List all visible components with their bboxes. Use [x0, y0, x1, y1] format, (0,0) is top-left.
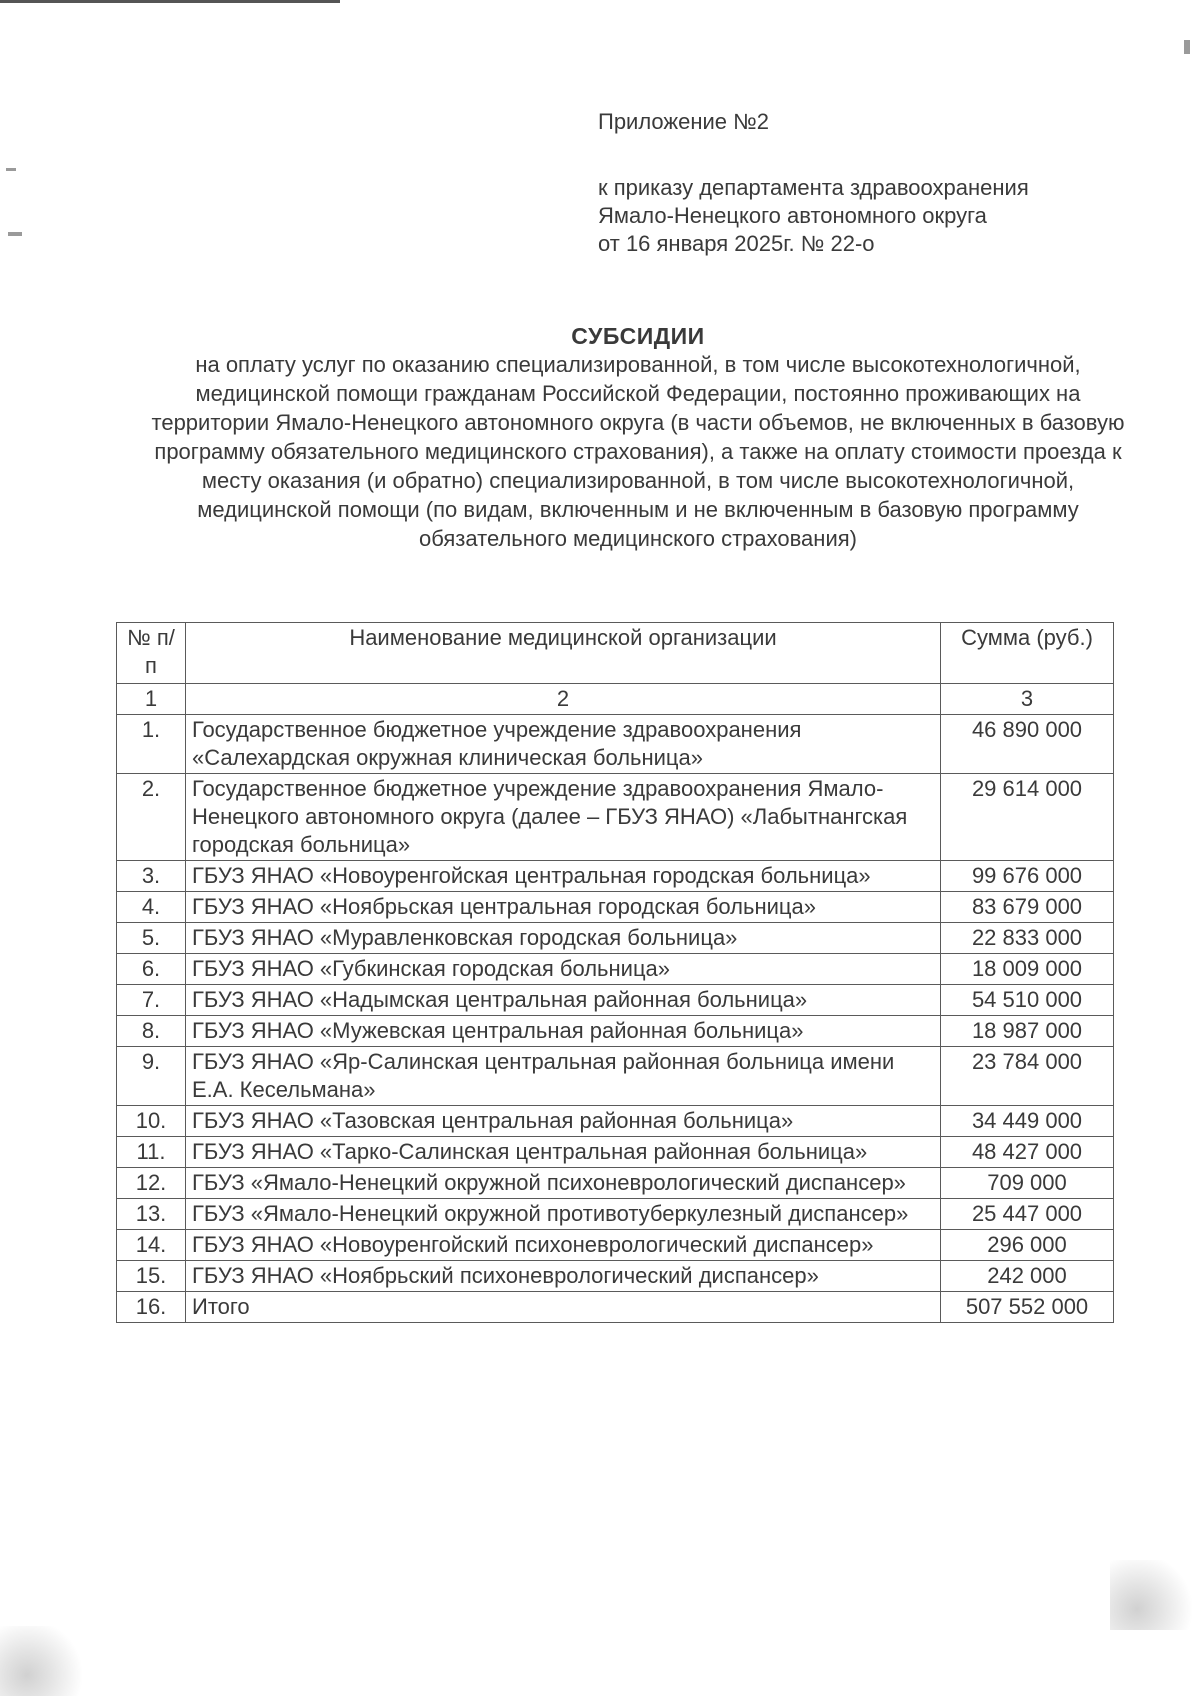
annex-line-1: к приказу департамента здравоохранения — [598, 175, 1029, 200]
row-sum: 25 447 000 — [941, 1199, 1114, 1230]
row-sum: 22 833 000 — [941, 923, 1114, 954]
table-total-row — [117, 1292, 1114, 1323]
row-name: ГБУЗ ЯНАО «Ноябрьский психоневрологический диспансер» — [186, 1261, 941, 1292]
row-num: 7. — [117, 985, 186, 1016]
row-name: ГБУЗ ЯНАО «Муравленковская городская больница» — [186, 923, 941, 954]
table-row — [117, 892, 1114, 923]
table-row — [117, 1137, 1114, 1168]
row-name: ГБУЗ ЯНАО «Новоуренгойский психоневрологический диспансер» — [186, 1230, 941, 1261]
table-header-row — [117, 623, 1114, 684]
row-num: 4. — [117, 892, 186, 923]
row-sum: 23 784 000 — [941, 1047, 1114, 1106]
annex-line-3: от 16 января 2025г. № 22-о — [598, 231, 875, 256]
row-sum: 46 890 000 — [941, 715, 1114, 774]
row-name: ГБУЗ ЯНАО «Яр-Салинская центральная районная больница имени Е.А. Кесельмана» — [186, 1047, 941, 1106]
total-sum: 507 552 000 — [941, 1292, 1114, 1323]
table-row — [117, 954, 1114, 985]
table-row — [117, 923, 1114, 954]
header-name: Наименование медицинской организации — [186, 623, 941, 684]
row-sum: 83 679 000 — [941, 892, 1114, 923]
row-num: 12. — [117, 1168, 186, 1199]
row-name: ГБУЗ ЯНАО «Тазовская центральная районная больница» — [186, 1106, 941, 1137]
row-num: 6. — [117, 954, 186, 985]
row-sum: 54 510 000 — [941, 985, 1114, 1016]
annex-line-2: Ямало-Ненецкого автономного округа — [598, 203, 987, 228]
row-num: 8. — [117, 1016, 186, 1047]
row-sum: 29 614 000 — [941, 774, 1114, 861]
row-name: Государственное бюджетное учреждение здравоохранения «Салехардская окружная клиническая больница» — [186, 715, 941, 774]
index-sum: 3 — [941, 684, 1114, 715]
table-row — [117, 1168, 1114, 1199]
table-row — [117, 1106, 1114, 1137]
row-name: Государственное бюджетное учреждение здравоохранения Ямало-Ненецкого автономного округа (далее – ГБУЗ ЯНАО) «Лабытнангская городская больница» — [186, 774, 941, 861]
row-num: 10. — [117, 1106, 186, 1137]
table-body — [117, 715, 1114, 1323]
row-sum: 242 000 — [941, 1261, 1114, 1292]
scan-speck — [6, 168, 16, 171]
row-name: ГБУЗ ЯНАО «Губкинская городская больница» — [186, 954, 941, 985]
annex-title: Приложение №2 — [598, 109, 769, 134]
row-name: ГБУЗ ЯНАО «Новоуренгойская центральная городская больница» — [186, 861, 941, 892]
total-num: 16. — [117, 1292, 186, 1323]
index-name: 2 — [186, 684, 941, 715]
row-sum: 296 000 — [941, 1230, 1114, 1261]
row-num: 14. — [117, 1230, 186, 1261]
total-label: Итого — [186, 1292, 941, 1323]
table-row — [117, 715, 1114, 774]
scan-corner-noise — [0, 1626, 90, 1696]
row-num: 11. — [117, 1137, 186, 1168]
table-row — [117, 1199, 1114, 1230]
row-sum: 99 676 000 — [941, 861, 1114, 892]
header-num: № п/п — [117, 623, 186, 684]
row-num: 15. — [117, 1261, 186, 1292]
table-row — [117, 1047, 1114, 1106]
table-index-row — [117, 684, 1114, 715]
row-name: ГБУЗ ЯНАО «Мужевская центральная районная больница» — [186, 1016, 941, 1047]
row-name: ГБУЗ ЯНАО «Ноябрьская центральная городская больница» — [186, 892, 941, 923]
document-title: СУБСИДИИ — [571, 323, 705, 349]
row-num: 1. — [117, 715, 186, 774]
scan-corner-noise — [1110, 1560, 1200, 1630]
table-row — [117, 1016, 1114, 1047]
row-name: ГБУЗ «Ямало-Ненецкий окружной психоневрологический диспансер» — [186, 1168, 941, 1199]
index-num: 1 — [117, 684, 186, 715]
row-sum: 48 427 000 — [941, 1137, 1114, 1168]
table-row — [117, 861, 1114, 892]
row-sum: 709 000 — [941, 1168, 1114, 1199]
row-num: 13. — [117, 1199, 186, 1230]
table-row — [117, 985, 1114, 1016]
annex-block — [598, 108, 1029, 258]
scan-edge-mark — [0, 0, 340, 3]
scan-speck — [1184, 40, 1190, 54]
row-name: ГБУЗ ЯНАО «Тарко-Салинская центральная районная больница» — [186, 1137, 941, 1168]
row-sum: 18 987 000 — [941, 1016, 1114, 1047]
row-num: 2. — [117, 774, 186, 861]
row-sum: 18 009 000 — [941, 954, 1114, 985]
table-row — [117, 1230, 1114, 1261]
row-num: 5. — [117, 923, 186, 954]
document-heading — [138, 322, 1138, 553]
scan-speck — [8, 232, 22, 236]
row-num: 9. — [117, 1047, 186, 1106]
row-sum: 34 449 000 — [941, 1106, 1114, 1137]
table-row — [117, 1261, 1114, 1292]
subsidy-table — [116, 622, 1114, 1323]
header-sum: Сумма (руб.) — [941, 623, 1114, 684]
table-row — [117, 774, 1114, 861]
document-subtitle: на оплату услуг по оказанию специализированной, в том числе высокотехнологичной, медицинской помощи гражданам Российской Федерации, постоянно проживающих на территории Ямало-Ненецкого автономного округа (в части объемов, не включенных в базовую программу обязательного медицинского страхования), а также на оплату стоимости проезда к месту оказания (и обратно) специализированной, в том числе высокотехнологичной, медицинской помощи (по видам, включенным и не включенным в базовую программу обязательного медицинского страхования) — [151, 352, 1125, 551]
row-name: ГБУЗ «Ямало-Ненецкий окружной противотуберкулезный диспансер» — [186, 1199, 941, 1230]
row-name: ГБУЗ ЯНАО «Надымская центральная районная больница» — [186, 985, 941, 1016]
row-num: 3. — [117, 861, 186, 892]
